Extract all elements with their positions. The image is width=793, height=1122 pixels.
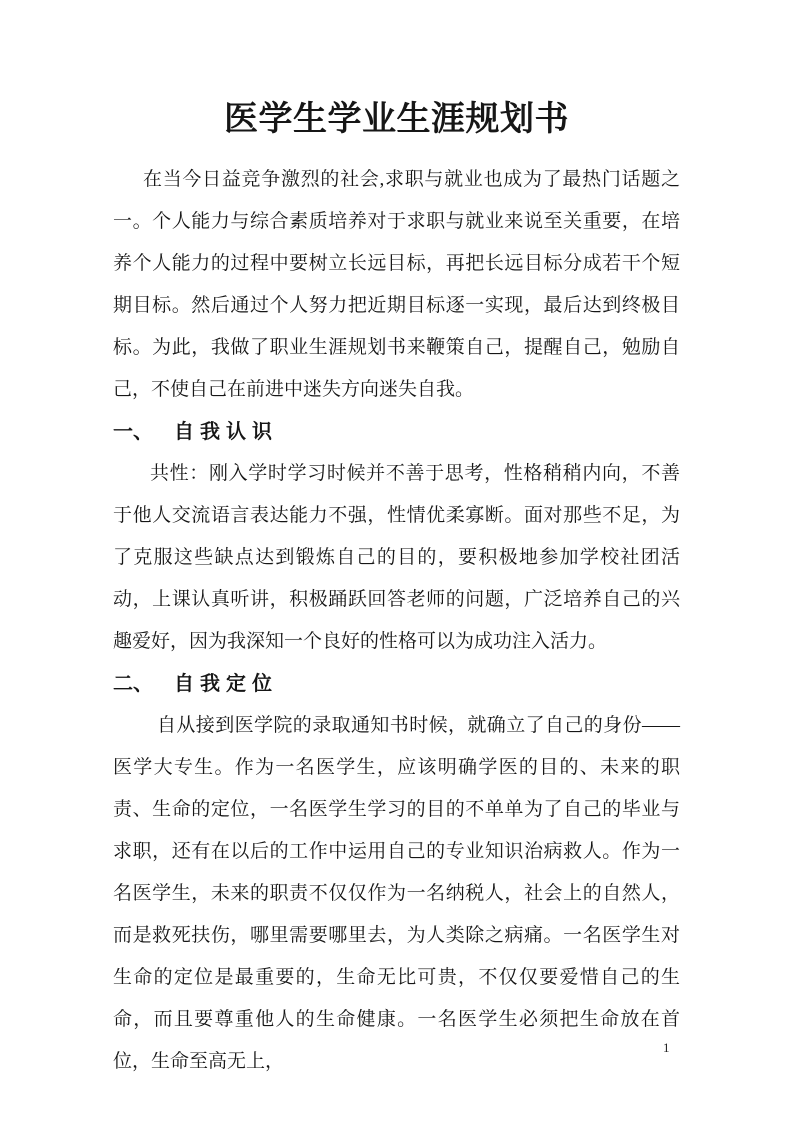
section-body-self-positioning: 自从接到医学院的录取通知书时候，就确立了自己的身份——医学大专生。作为一名医学生，应该明确学医的目的、未来的职责、生命的定位，一名医学生学习的目的不单单为了自己的毕业与求职，还有在以后的工作中运用自己的专业知识治病救人。作为一名医学生，未来的职责不仅仅作为一名纳税人，社会上的自然人，而是救死扶伤，哪里需要哪里去，为人类除之病痛。一名医学生对生命的定位是最重要的，生命无比可贵，不仅仅要爱惜自己的生命，而且要尊重他人的生命健康。一名医学生必须把生命放在首位，生命至高无上， bbox=[113, 715, 680, 1072]
page-number: 1 bbox=[663, 1040, 670, 1055]
section-title: 自我认识 bbox=[174, 421, 278, 443]
document-title: 医学生学业生涯规划书 bbox=[224, 101, 569, 138]
section-number: 二、 bbox=[113, 673, 153, 695]
section-heading-self-positioning bbox=[113, 663, 680, 705]
section-body-self-awareness: 共性：刚入学时学习时候并不善于思考，性格稍稍内向，不善于他人交流语言表达能力不强，性情优柔寡断。面对那些不足，为了克服这些缺点达到锻炼自己的目的，要积极地参加学校社团活动，上课认真听讲，积极踊跃回答老师的问题，广泛培养自己的兴趣爱好，因为我深知一个良好的性格可以为成功注入活力。 bbox=[113, 463, 680, 652]
document-content bbox=[113, 0, 680, 1083]
section-title: 自我定位 bbox=[174, 673, 278, 695]
section-heading-self-awareness bbox=[113, 411, 680, 453]
section-number: 一、 bbox=[113, 421, 153, 443]
intro-paragraph: 在当今日益竞争激烈的社会,求职与就业也成为了最热门话题之一。个人能力与综合素质培养对于求职与就业来说至关重要，在培养个人能力的过程中要树立长远目标，再把长远目标分成若干个短期目标。然后通过个人努力把近期目标逐一实现，最后达到终极目标。为此，我做了职业生涯规划书来鞭策自己，提醒自己，勉励自己，不使自己在前进中迷失方向迷失自我。 bbox=[113, 169, 680, 400]
